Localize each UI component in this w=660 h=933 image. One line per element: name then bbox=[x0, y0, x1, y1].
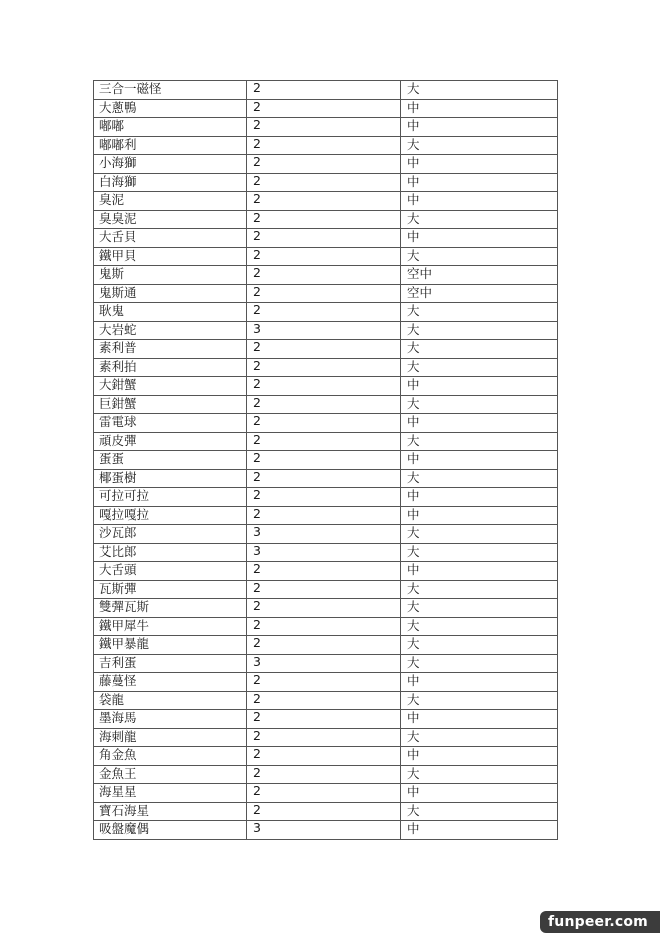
number-cell: 2 bbox=[247, 81, 401, 100]
table-row bbox=[94, 636, 558, 655]
number-cell: 2 bbox=[247, 395, 401, 414]
size-cell: 中 bbox=[401, 506, 558, 525]
size-cell: 中 bbox=[401, 377, 558, 396]
table-row bbox=[94, 765, 558, 784]
size-cell: 大 bbox=[401, 321, 558, 340]
table-row bbox=[94, 451, 558, 470]
size-cell: 大 bbox=[401, 617, 558, 636]
number-cell: 3 bbox=[247, 654, 401, 673]
name-cell: 鬼斯 bbox=[94, 266, 247, 285]
table-row bbox=[94, 562, 558, 581]
size-cell: 空中 bbox=[401, 266, 558, 285]
size-cell: 大 bbox=[401, 136, 558, 155]
name-cell: 頑皮彈 bbox=[94, 432, 247, 451]
table-row bbox=[94, 525, 558, 544]
table-row bbox=[94, 229, 558, 248]
table-row bbox=[94, 284, 558, 303]
number-cell: 2 bbox=[247, 358, 401, 377]
number-cell: 2 bbox=[247, 192, 401, 211]
number-cell: 2 bbox=[247, 173, 401, 192]
size-cell: 大 bbox=[401, 303, 558, 322]
name-cell: 藤蔓怪 bbox=[94, 673, 247, 692]
number-cell: 2 bbox=[247, 210, 401, 229]
size-cell: 中 bbox=[401, 784, 558, 803]
number-cell: 2 bbox=[247, 469, 401, 488]
name-cell: 吸盤魔偶 bbox=[94, 821, 247, 840]
size-cell: 大 bbox=[401, 543, 558, 562]
number-cell: 2 bbox=[247, 99, 401, 118]
table-row bbox=[94, 247, 558, 266]
table-row bbox=[94, 173, 558, 192]
name-cell: 大鉗蟹 bbox=[94, 377, 247, 396]
size-cell: 大 bbox=[401, 525, 558, 544]
number-cell: 2 bbox=[247, 784, 401, 803]
number-cell: 2 bbox=[247, 562, 401, 581]
number-cell: 2 bbox=[247, 229, 401, 248]
number-cell: 2 bbox=[247, 118, 401, 137]
size-cell: 大 bbox=[401, 765, 558, 784]
table-row bbox=[94, 488, 558, 507]
table-row bbox=[94, 784, 558, 803]
size-cell: 大 bbox=[401, 247, 558, 266]
name-cell: 白海獅 bbox=[94, 173, 247, 192]
name-cell: 吉利蛋 bbox=[94, 654, 247, 673]
size-cell: 中 bbox=[401, 118, 558, 137]
table-row bbox=[94, 673, 558, 692]
size-cell: 中 bbox=[401, 488, 558, 507]
table-row bbox=[94, 99, 558, 118]
size-cell: 空中 bbox=[401, 284, 558, 303]
watermark-logo: funpeer.com bbox=[540, 911, 660, 933]
table-row bbox=[94, 155, 558, 174]
data-table bbox=[93, 80, 558, 840]
size-cell: 大 bbox=[401, 81, 558, 100]
name-cell: 沙瓦郎 bbox=[94, 525, 247, 544]
number-cell: 2 bbox=[247, 599, 401, 618]
table-row bbox=[94, 358, 558, 377]
table-row bbox=[94, 728, 558, 747]
table-row bbox=[94, 599, 558, 618]
size-cell: 中 bbox=[401, 173, 558, 192]
table-row bbox=[94, 321, 558, 340]
number-cell: 3 bbox=[247, 821, 401, 840]
table-row bbox=[94, 506, 558, 525]
name-cell: 大岩蛇 bbox=[94, 321, 247, 340]
number-cell: 2 bbox=[247, 247, 401, 266]
size-cell: 大 bbox=[401, 599, 558, 618]
size-cell: 中 bbox=[401, 451, 558, 470]
name-cell: 角金魚 bbox=[94, 747, 247, 766]
name-cell: 大舌頭 bbox=[94, 562, 247, 581]
table-row bbox=[94, 377, 558, 396]
name-cell: 海星星 bbox=[94, 784, 247, 803]
name-cell: 海刺龍 bbox=[94, 728, 247, 747]
name-cell: 寶石海星 bbox=[94, 802, 247, 821]
name-cell: 素利拍 bbox=[94, 358, 247, 377]
number-cell: 2 bbox=[247, 747, 401, 766]
table-row bbox=[94, 192, 558, 211]
name-cell: 金魚王 bbox=[94, 765, 247, 784]
table-row bbox=[94, 395, 558, 414]
size-cell: 大 bbox=[401, 210, 558, 229]
number-cell: 3 bbox=[247, 543, 401, 562]
number-cell: 2 bbox=[247, 617, 401, 636]
number-cell: 2 bbox=[247, 340, 401, 359]
name-cell: 大舌貝 bbox=[94, 229, 247, 248]
number-cell: 2 bbox=[247, 303, 401, 322]
table-row bbox=[94, 414, 558, 433]
size-cell: 中 bbox=[401, 562, 558, 581]
table-body bbox=[94, 81, 558, 840]
size-cell: 中 bbox=[401, 710, 558, 729]
size-cell: 中 bbox=[401, 673, 558, 692]
size-cell: 中 bbox=[401, 229, 558, 248]
table-row bbox=[94, 710, 558, 729]
number-cell: 2 bbox=[247, 765, 401, 784]
table-row bbox=[94, 654, 558, 673]
size-cell: 大 bbox=[401, 340, 558, 359]
table-row bbox=[94, 210, 558, 229]
number-cell: 2 bbox=[247, 506, 401, 525]
name-cell: 袋龍 bbox=[94, 691, 247, 710]
name-cell: 臭臭泥 bbox=[94, 210, 247, 229]
name-cell: 可拉可拉 bbox=[94, 488, 247, 507]
name-cell: 素利普 bbox=[94, 340, 247, 359]
table-row bbox=[94, 81, 558, 100]
size-cell: 中 bbox=[401, 747, 558, 766]
name-cell: 嘟嘟利 bbox=[94, 136, 247, 155]
number-cell: 2 bbox=[247, 636, 401, 655]
number-cell: 2 bbox=[247, 377, 401, 396]
size-cell: 中 bbox=[401, 155, 558, 174]
size-cell: 中 bbox=[401, 99, 558, 118]
number-cell: 2 bbox=[247, 728, 401, 747]
name-cell: 大蔥鴨 bbox=[94, 99, 247, 118]
size-cell: 大 bbox=[401, 728, 558, 747]
size-cell: 大 bbox=[401, 580, 558, 599]
name-cell: 小海獅 bbox=[94, 155, 247, 174]
table-row bbox=[94, 821, 558, 840]
table-row bbox=[94, 617, 558, 636]
size-cell: 大 bbox=[401, 358, 558, 377]
table-row bbox=[94, 543, 558, 562]
number-cell: 3 bbox=[247, 321, 401, 340]
name-cell: 耿鬼 bbox=[94, 303, 247, 322]
number-cell: 2 bbox=[247, 802, 401, 821]
number-cell: 2 bbox=[247, 266, 401, 285]
size-cell: 大 bbox=[401, 636, 558, 655]
name-cell: 瓦斯彈 bbox=[94, 580, 247, 599]
name-cell: 雙彈瓦斯 bbox=[94, 599, 247, 618]
size-cell: 中 bbox=[401, 414, 558, 433]
number-cell: 2 bbox=[247, 488, 401, 507]
name-cell: 巨鉗蟹 bbox=[94, 395, 247, 414]
size-cell: 大 bbox=[401, 654, 558, 673]
number-cell: 2 bbox=[247, 284, 401, 303]
number-cell: 2 bbox=[247, 414, 401, 433]
table-row bbox=[94, 747, 558, 766]
size-cell: 大 bbox=[401, 802, 558, 821]
table-row bbox=[94, 432, 558, 451]
name-cell: 艾比郎 bbox=[94, 543, 247, 562]
number-cell: 2 bbox=[247, 451, 401, 470]
name-cell: 臭泥 bbox=[94, 192, 247, 211]
table-row bbox=[94, 340, 558, 359]
number-cell: 2 bbox=[247, 710, 401, 729]
number-cell: 2 bbox=[247, 580, 401, 599]
name-cell: 蛋蛋 bbox=[94, 451, 247, 470]
name-cell: 鬼斯通 bbox=[94, 284, 247, 303]
size-cell: 大 bbox=[401, 395, 558, 414]
table-row bbox=[94, 580, 558, 599]
size-cell: 大 bbox=[401, 469, 558, 488]
number-cell: 2 bbox=[247, 673, 401, 692]
name-cell: 雷電球 bbox=[94, 414, 247, 433]
table-row bbox=[94, 691, 558, 710]
number-cell: 2 bbox=[247, 691, 401, 710]
size-cell: 中 bbox=[401, 821, 558, 840]
number-cell: 2 bbox=[247, 136, 401, 155]
table-row bbox=[94, 118, 558, 137]
size-cell: 中 bbox=[401, 192, 558, 211]
name-cell: 嘎拉嘎拉 bbox=[94, 506, 247, 525]
name-cell: 鐵甲犀牛 bbox=[94, 617, 247, 636]
table-row bbox=[94, 469, 558, 488]
name-cell: 墨海馬 bbox=[94, 710, 247, 729]
table-row bbox=[94, 802, 558, 821]
number-cell: 2 bbox=[247, 432, 401, 451]
name-cell: 椰蛋樹 bbox=[94, 469, 247, 488]
table-row bbox=[94, 136, 558, 155]
table-row bbox=[94, 303, 558, 322]
table-row bbox=[94, 266, 558, 285]
number-cell: 3 bbox=[247, 525, 401, 544]
name-cell: 三合一磁怪 bbox=[94, 81, 247, 100]
number-cell: 2 bbox=[247, 155, 401, 174]
name-cell: 鐵甲暴龍 bbox=[94, 636, 247, 655]
size-cell: 大 bbox=[401, 432, 558, 451]
size-cell: 大 bbox=[401, 691, 558, 710]
name-cell: 嘟嘟 bbox=[94, 118, 247, 137]
name-cell: 鐵甲貝 bbox=[94, 247, 247, 266]
